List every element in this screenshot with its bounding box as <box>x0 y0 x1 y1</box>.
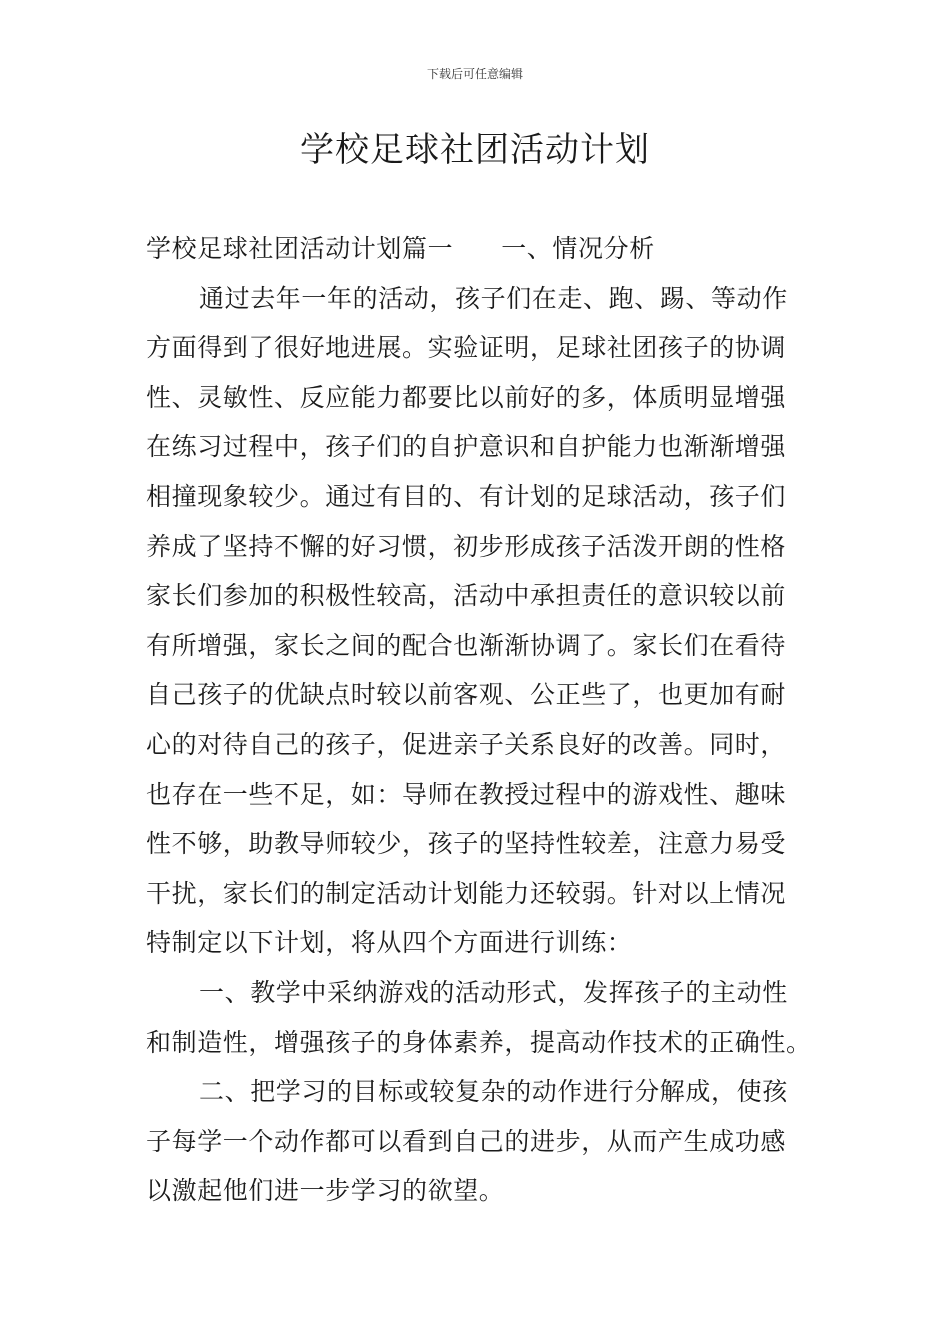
paragraph-line: 以激起他们进一步学习的欲望。 <box>146 1176 505 1206</box>
paragraph-line: 特制定以下计划，将从四个方面进行训练： <box>146 928 633 958</box>
paragraph-line: 性、灵敏性、反应能力都要比以前好的多，体质明显增强 <box>146 382 787 412</box>
paragraph-line: 一、教学中采纳游戏的活动形式，发挥孩子的主动性 <box>199 977 788 1007</box>
paragraph-line: 也存在一些不足，如：导师在教授过程中的游戏性、趣味 <box>146 779 787 809</box>
header-note: 下载后可任意编辑 <box>426 67 523 81</box>
section-title: 学校足球社团活动计划篇一 <box>146 234 454 263</box>
paragraph-plan-item-2 <box>146 1067 808 1216</box>
paragraph-line: 方面得到了很好地进展。实验证明，足球社团孩子的协调 <box>146 333 787 363</box>
paragraph-line: 相撞现象较少。通过有目的、有计划的足球活动，孩子们 <box>146 481 787 511</box>
document-body <box>146 224 812 1216</box>
paragraph-line: 自己孩子的优缺点时较以前客观、公正些了，也更加有耐 <box>146 680 787 710</box>
paragraph-plan-item-1 <box>146 968 812 1067</box>
paragraph-line: 性不够，助教导师较少，孩子的坚持性较差，注意力易受 <box>146 829 787 859</box>
paragraph-line: 和制造性，增强孩子的身体素养，提高动作技术的正确性。 <box>146 1027 812 1057</box>
paragraph-line: 心的对待自己的孩子，促进亲子关系良好的改善。同时， <box>146 729 787 759</box>
paragraph-line: 在练习过程中，孩子们的自护意识和自护能力也渐渐增强 <box>146 432 787 462</box>
paragraph-line: 有所增强，家长之间的配合也渐渐协调了。家长们在看待 <box>146 630 787 660</box>
section-subheading: 一、情况分析 <box>501 234 655 263</box>
paragraph-line: 通过去年一年的活动，孩子们在走、跑、踢、等动作 <box>199 283 788 313</box>
paragraph-situation-analysis <box>146 274 808 968</box>
paragraph-line: 干扰，家长们的制定活动计划能力还较弱。针对以上情况 <box>146 878 787 908</box>
section-heading-line <box>146 224 808 274</box>
paragraph-line: 子每学一个动作都可以看到自己的进步，从而产生成功感 <box>146 1126 787 1156</box>
document-title: 学校足球社团活动计划 <box>300 130 650 170</box>
paragraph-line: 二、把学习的目标或较复杂的动作进行分解成，使孩 <box>199 1077 788 1107</box>
paragraph-line: 养成了坚持不懈的好习惯，初步形成孩子活泼开朗的性格 <box>146 531 787 561</box>
paragraph-line: 家长们参加的积极性较高，活动中承担责任的意识较以前 <box>146 581 787 611</box>
